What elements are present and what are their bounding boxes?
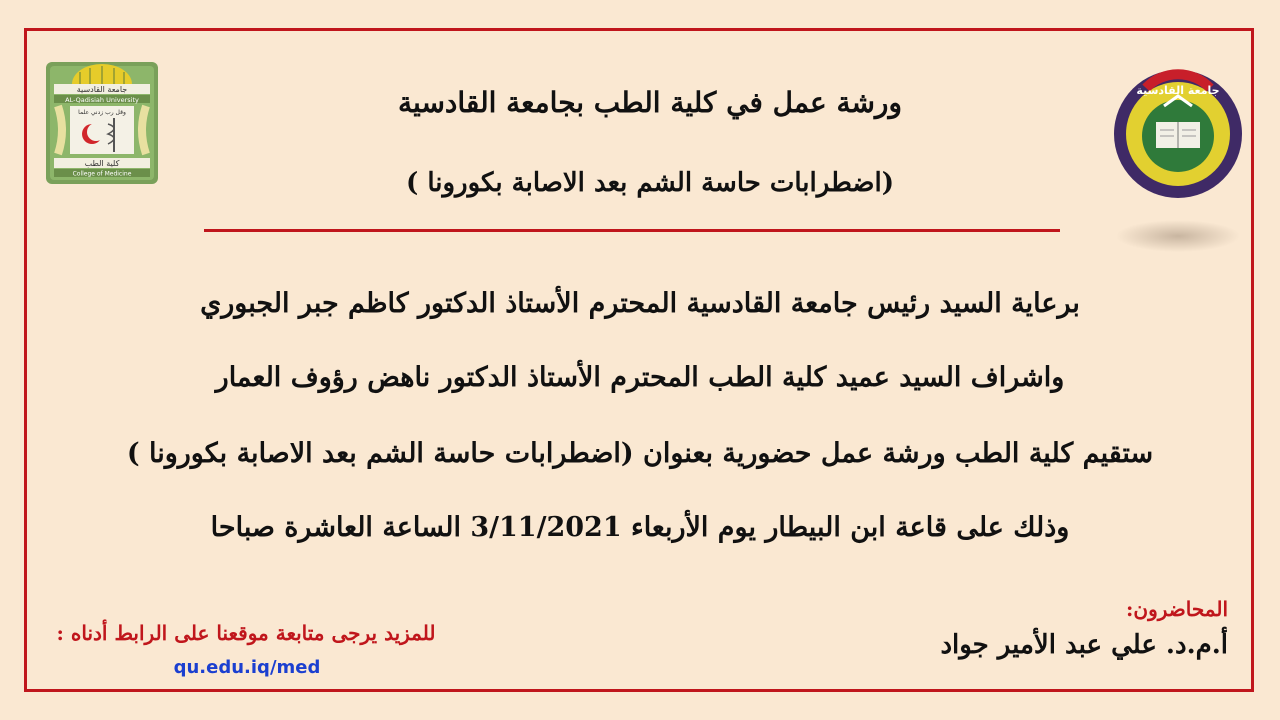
page-title: ورشة عمل في كلية الطب بجامعة القادسية bbox=[398, 86, 902, 119]
workshop-subtitle: (اضطرابات حاسة الشم بعد الاصابة بكورونا ) bbox=[405, 168, 895, 198]
university-seal-logo bbox=[1108, 64, 1248, 256]
logo-college-en: College of Medicine bbox=[72, 170, 132, 178]
patronage-line: برعاية السيد رئيس جامعة القادسية المحترم الأستاذ الدكتور كاظم جبر الجبوري bbox=[200, 288, 1080, 319]
logo-name-ar: جامعة القادسية bbox=[76, 85, 128, 94]
college-of-medicine-logo bbox=[44, 60, 160, 186]
website-link[interactable]: qu.edu.iq/med bbox=[173, 657, 321, 678]
lecturer-name: أ.م.د. علي عبد الأمير جواد bbox=[940, 630, 1228, 660]
follow-instructions: للمزيد يرجى متابعة موقعنا على الرابط أدناه : bbox=[56, 621, 436, 645]
supervision-line: واشراف السيد عميد كلية الطب المحترم الأستاذ الدكتور ناهض رؤوف العمار bbox=[215, 362, 1065, 393]
page-border bbox=[24, 28, 1254, 692]
announcement-line: ستقيم كلية الطب ورشة عمل حضورية بعنوان (اضطرابات حاسة الشم بعد الاصابة بكورونا ) bbox=[126, 438, 1154, 469]
logo-slogan: وقل رب زدني علما bbox=[78, 109, 126, 116]
lecturers-label: المحاضرون: bbox=[1126, 597, 1228, 621]
seal-name-ar: جامعة القادسية bbox=[1136, 84, 1220, 97]
venue-date-line: وذلك على قاعة ابن البيطار يوم الأربعاء 3/11/2021 الساعة العاشرة صباحا bbox=[210, 512, 1070, 543]
logo-college-ar: كلية الطب bbox=[84, 159, 120, 168]
logo-name-en: AL-Qadisiah University bbox=[65, 96, 139, 104]
title-divider bbox=[204, 229, 1060, 232]
